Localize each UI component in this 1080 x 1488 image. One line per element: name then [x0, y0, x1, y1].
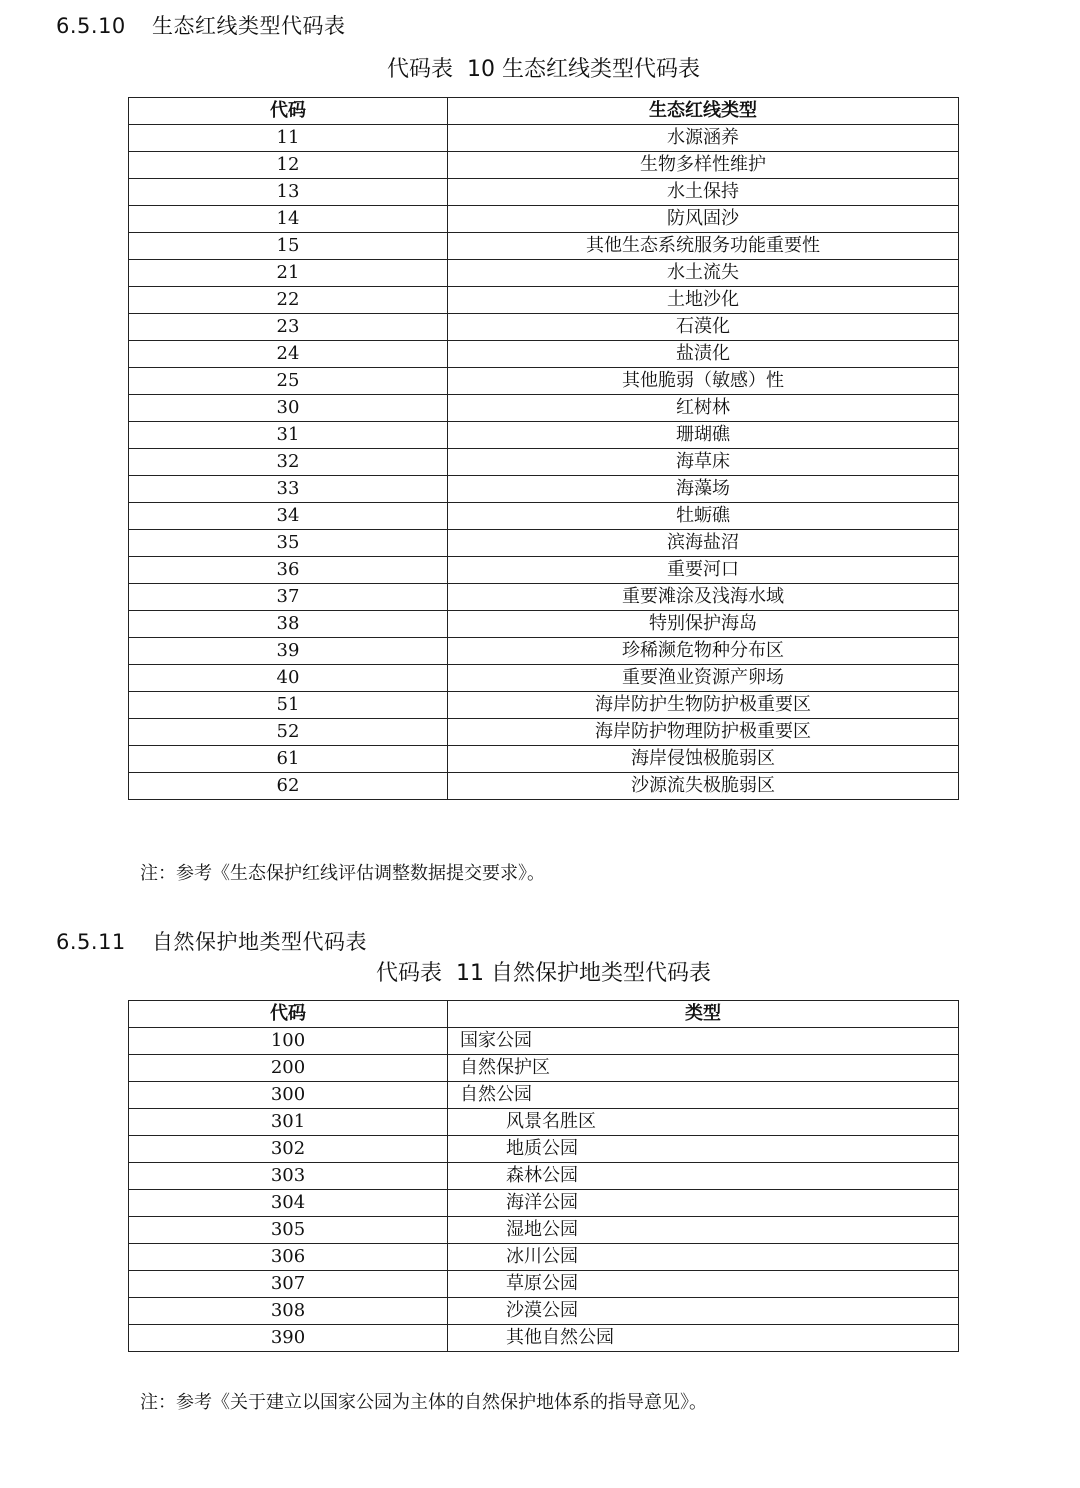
table-row [129, 665, 959, 692]
table-row [129, 1271, 959, 1298]
type-cell: 海岸防护物理防护极重要区 [448, 719, 959, 746]
code-cell: 303 [129, 1163, 448, 1190]
type-cell: 石漠化 [448, 314, 959, 341]
type-cell: 其他脆弱（敏感）性 [448, 368, 959, 395]
code-cell: 40 [129, 665, 448, 692]
type-cell: 自然保护区 [448, 1055, 959, 1082]
table-row [129, 368, 959, 395]
code-cell: 52 [129, 719, 448, 746]
type-cell: 水土保持 [448, 179, 959, 206]
code-cell: 14 [129, 206, 448, 233]
table-row [129, 1244, 959, 1271]
table-note-11: 注：参考《关于建立以国家公园为主体的自然保护地体系的指导意见》。 [140, 1392, 707, 1413]
type-cell: 其他自然公园 [448, 1325, 959, 1352]
table-note-10: 注：参考《生态保护红线评估调整数据提交要求》。 [140, 863, 545, 884]
table-row [129, 1298, 959, 1325]
table-row [129, 476, 959, 503]
column-header-type: 生态红线类型 [448, 98, 959, 125]
code-cell: 307 [129, 1271, 448, 1298]
code-cell: 31 [129, 422, 448, 449]
code-cell: 38 [129, 611, 448, 638]
type-cell: 海草床 [448, 449, 959, 476]
type-cell: 水源涵养 [448, 125, 959, 152]
type-cell: 特别保护海岛 [448, 611, 959, 638]
table-row [129, 746, 959, 773]
code-cell: 100 [129, 1028, 448, 1055]
table-row [129, 287, 959, 314]
table-row [129, 530, 959, 557]
table-caption-11 [0, 956, 1080, 987]
code-cell: 33 [129, 476, 448, 503]
table-row [129, 611, 959, 638]
code-cell: 305 [129, 1217, 448, 1244]
table-row [129, 179, 959, 206]
type-cell: 风景名胜区 [448, 1109, 959, 1136]
section-number: 6.5.11 [56, 930, 126, 954]
code-cell: 39 [129, 638, 448, 665]
type-cell: 重要河口 [448, 557, 959, 584]
code-cell: 11 [129, 125, 448, 152]
code-cell: 24 [129, 341, 448, 368]
type-cell: 地质公园 [448, 1136, 959, 1163]
code-cell: 35 [129, 530, 448, 557]
type-cell: 草原公园 [448, 1271, 959, 1298]
table-caption-10 [0, 52, 1080, 83]
type-cell: 国家公园 [448, 1028, 959, 1055]
code-cell: 15 [129, 233, 448, 260]
code-cell: 390 [129, 1325, 448, 1352]
table-row [129, 1163, 959, 1190]
table-row [129, 233, 959, 260]
code-cell: 30 [129, 395, 448, 422]
caption-title: 11 自然保护地类型代码表 [456, 961, 711, 986]
type-cell: 土地沙化 [448, 287, 959, 314]
code-cell: 12 [129, 152, 448, 179]
code-cell: 23 [129, 314, 448, 341]
type-cell: 滨海盐沼 [448, 530, 959, 557]
section-title: 生态红线类型代码表 [152, 14, 346, 38]
table-row [129, 1055, 959, 1082]
table-row [129, 395, 959, 422]
section-heading-6-5-11 [56, 926, 367, 956]
code-cell: 62 [129, 773, 448, 800]
code-cell: 300 [129, 1082, 448, 1109]
table-row [129, 584, 959, 611]
section-heading-6-5-10 [56, 10, 346, 40]
column-header-code: 代码 [129, 1001, 448, 1028]
table-row [129, 1217, 959, 1244]
type-cell: 牡蛎礁 [448, 503, 959, 530]
code-cell: 51 [129, 692, 448, 719]
table-header-row [129, 1001, 959, 1028]
type-cell: 沙源流失极脆弱区 [448, 773, 959, 800]
type-cell: 海岸侵蚀极脆弱区 [448, 746, 959, 773]
code-cell: 21 [129, 260, 448, 287]
code-cell: 61 [129, 746, 448, 773]
table-row [129, 1136, 959, 1163]
table-row [129, 125, 959, 152]
type-cell: 水土流失 [448, 260, 959, 287]
code-cell: 306 [129, 1244, 448, 1271]
table-row [129, 1109, 959, 1136]
type-cell: 冰川公园 [448, 1244, 959, 1271]
type-cell: 森林公园 [448, 1163, 959, 1190]
table-row [129, 1325, 959, 1352]
table-row [129, 1028, 959, 1055]
table-row [129, 1082, 959, 1109]
table-row [129, 206, 959, 233]
type-cell: 沙漠公园 [448, 1298, 959, 1325]
code-cell: 304 [129, 1190, 448, 1217]
table-row [129, 692, 959, 719]
table-row [129, 341, 959, 368]
code-cell: 301 [129, 1109, 448, 1136]
table-row [129, 449, 959, 476]
table-row [129, 422, 959, 449]
caption-label: 代码表 [386, 57, 453, 82]
column-header-code: 代码 [129, 98, 448, 125]
code-cell: 308 [129, 1298, 448, 1325]
type-cell: 盐渍化 [448, 341, 959, 368]
code-cell: 13 [129, 179, 448, 206]
table-row [129, 638, 959, 665]
type-cell: 防风固沙 [448, 206, 959, 233]
type-cell: 海藻场 [448, 476, 959, 503]
protected-area-code-table [128, 1000, 959, 1352]
type-cell: 珊瑚礁 [448, 422, 959, 449]
section-title: 自然保护地类型代码表 [152, 930, 367, 954]
caption-label: 代码表 [375, 961, 442, 986]
type-cell: 重要渔业资源产卵场 [448, 665, 959, 692]
section-number: 6.5.10 [56, 14, 126, 38]
type-cell: 海洋公园 [448, 1190, 959, 1217]
table-header-row [129, 98, 959, 125]
type-cell: 红树林 [448, 395, 959, 422]
code-cell: 37 [129, 584, 448, 611]
code-cell: 22 [129, 287, 448, 314]
table-row [129, 773, 959, 800]
code-cell: 36 [129, 557, 448, 584]
table-body [129, 125, 959, 800]
table-row [129, 719, 959, 746]
type-cell: 重要滩涂及浅海水域 [448, 584, 959, 611]
code-cell: 25 [129, 368, 448, 395]
code-cell: 34 [129, 503, 448, 530]
table-row [129, 503, 959, 530]
type-cell: 湿地公园 [448, 1217, 959, 1244]
table-row [129, 152, 959, 179]
type-cell: 海岸防护生物防护极重要区 [448, 692, 959, 719]
code-cell: 200 [129, 1055, 448, 1082]
table-body [129, 1028, 959, 1352]
ecological-redline-code-table [128, 97, 959, 800]
column-header-type: 类型 [448, 1001, 959, 1028]
code-cell: 32 [129, 449, 448, 476]
type-cell: 其他生态系统服务功能重要性 [448, 233, 959, 260]
code-cell: 302 [129, 1136, 448, 1163]
type-cell: 生物多样性维护 [448, 152, 959, 179]
table-row [129, 314, 959, 341]
table-row [129, 557, 959, 584]
table-row [129, 1190, 959, 1217]
type-cell: 珍稀濒危物种分布区 [448, 638, 959, 665]
caption-title: 10 生态红线类型代码表 [467, 57, 700, 82]
table-row [129, 260, 959, 287]
type-cell: 自然公园 [448, 1082, 959, 1109]
